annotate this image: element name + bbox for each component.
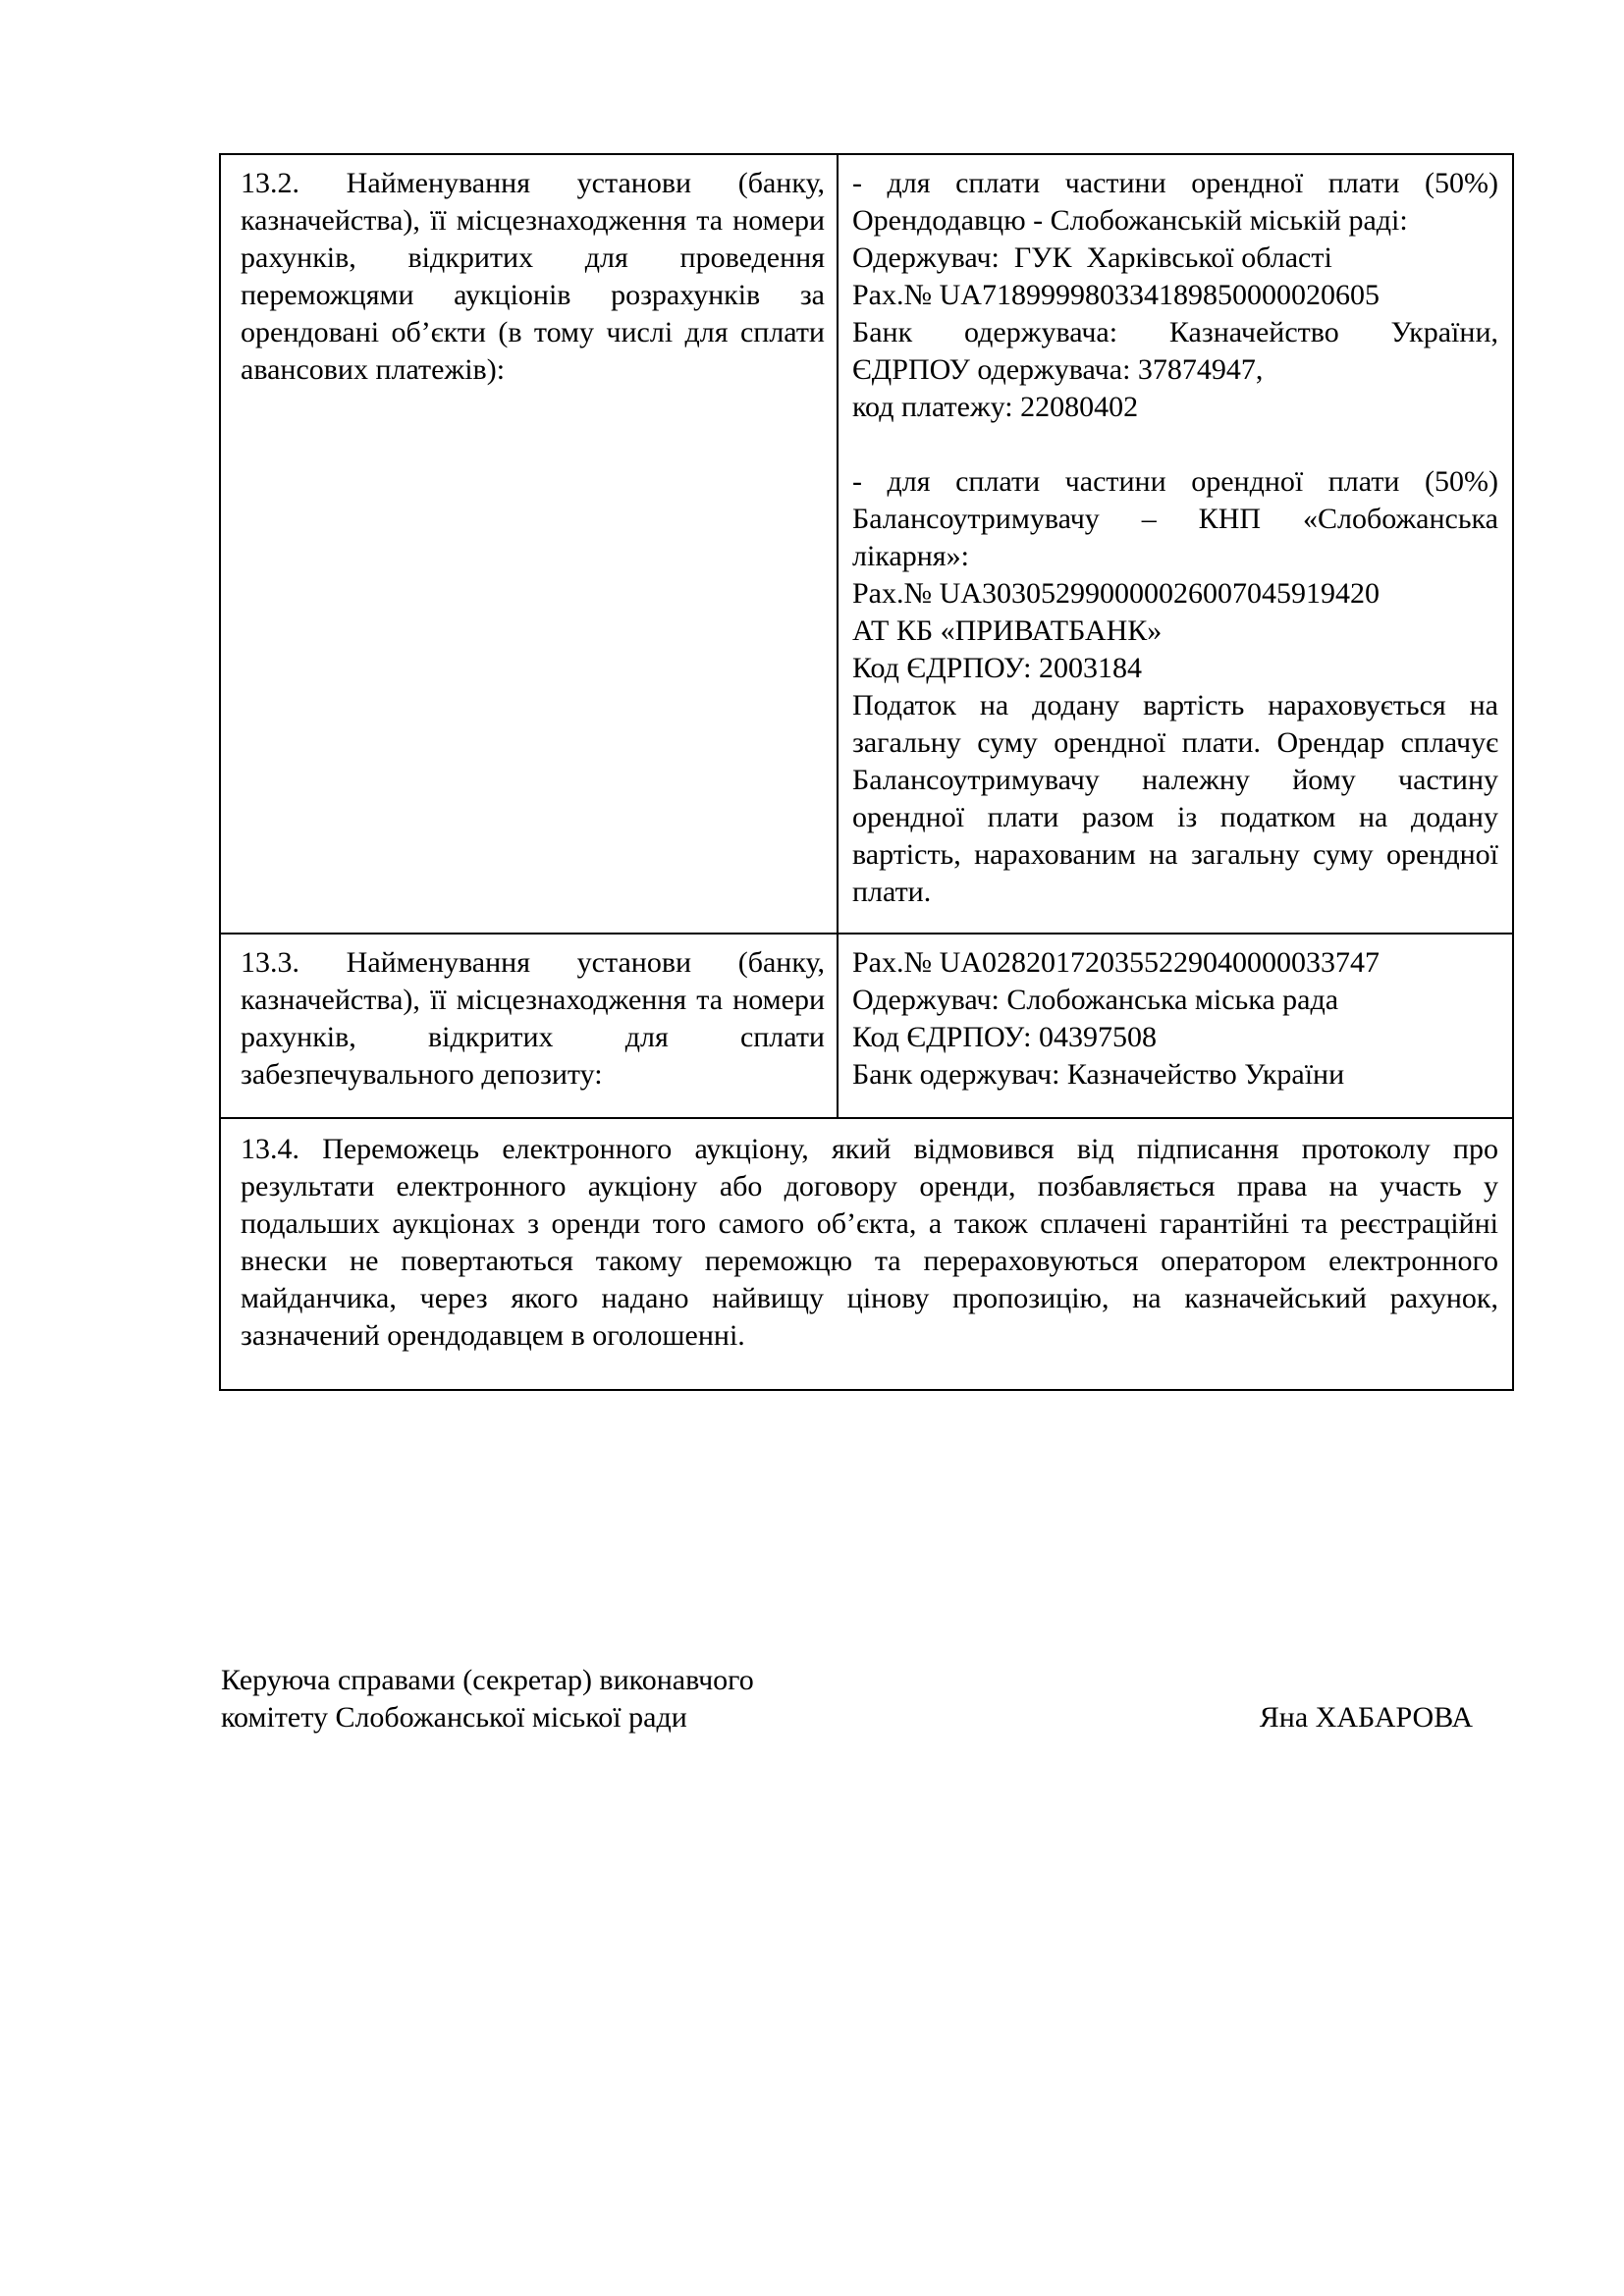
row-13-4-text: 13.4. Переможець електронного аукціону, який відмовився від підписання протоколу про результати електронного аукціону або договору оренди, позбавляється права на участь у подальших аукціонах з оренди того самого об’єкта, а також сплачені гарантійні та реєстраційні внески не повертаються такому переможцю та перераховуються оператором електронного майданчика, через якого надано найвищу цінову пропозицію, на казначейський рахунок, зазначений орендодавцем в оголошенні. xyxy=(241,1133,1498,1352)
signature-block xyxy=(221,1662,1473,1736)
signatory-title xyxy=(221,1662,754,1736)
signatory-title-line-2: комітету Слобожанської міської ради xyxy=(221,1701,687,1734)
signatory-title-line-1: Керуюча справами (секретар) виконавчого xyxy=(221,1664,754,1696)
lease-terms-table xyxy=(219,153,1514,1391)
signatory-name: Яна ХАБАРОВА xyxy=(1259,1701,1473,1734)
deposit-bank-text: Банк одержувач: Казначейство України xyxy=(852,1058,1345,1091)
table-row-13-2 xyxy=(220,154,1513,934)
deposit-edrpou-text: Код ЄДРПОУ: 04397508 xyxy=(852,1021,1157,1053)
row-13-4-cell xyxy=(220,1118,1513,1390)
lessor-account-number: Рах.№ UA718999980334189850000020605 xyxy=(852,279,1380,311)
balance-holder-account-number: Рах.№ UA303052990000026007045919420 xyxy=(852,577,1380,610)
lessor-bank-text: Банк одержувача: Казначейство України, xyxy=(852,316,1498,348)
lessor-intro-text: - для сплати частини орендної плати (50%) Орендодавцю - Слобожанській міській раді: xyxy=(852,167,1498,237)
deposit-account-number: Рах.№ UA028201720355229040000033747 xyxy=(852,946,1380,979)
row-13-3-label-text: 13.3. Найменування установи (банку, казначейства), її місцезнаходження та номери рахунків, відкритих для сплати забезпечувального депозиту: xyxy=(241,946,825,1091)
deposit-recipient-text: Одержувач: Слобожанська міська рада xyxy=(852,984,1339,1016)
table-row-13-3 xyxy=(220,934,1513,1118)
payment-block-lessor xyxy=(852,165,1498,426)
table-row-13-4 xyxy=(220,1118,1513,1390)
vat-note-text: Податок на додану вартість нараховується на загальну суму орендної плати. Орендар сплачує Балансоутримувачу належну йому частину орендної плати разом із податком на додану вартість, нарахованим на загальну суму орендної плати. xyxy=(852,689,1498,908)
row-13-3-label-cell xyxy=(220,934,838,1118)
lessor-recipient-text: Одержувач: ГУК Харківської області xyxy=(852,241,1332,274)
lessor-payment-code: код платежу: 22080402 xyxy=(852,391,1139,423)
row-13-3-value-cell xyxy=(838,934,1513,1118)
payment-block-balance-holder xyxy=(852,463,1498,911)
row-13-2-label-cell xyxy=(220,154,838,934)
balance-holder-edrpou-text: Код ЄДРПОУ: 2003184 xyxy=(852,652,1142,684)
lessor-edrpou-text: ЄДРПОУ одержувача: 37874947, xyxy=(852,353,1264,386)
row-13-2-label-text: 13.2. Найменування установи (банку, казначейства), її місцезнаходження та номери рахунків, відкритих для проведення переможцями аукціонів розрахунків за орендовані об’єкти (в тому числі для сплати авансових платежів): xyxy=(241,167,825,386)
row-13-2-value-cell xyxy=(838,154,1513,934)
balance-holder-intro-text: - для сплати частини орендної плати (50%) Балансоутримувачу – КНП «Слобожанська лікарня»: xyxy=(852,465,1498,572)
balance-holder-bank-text: АТ КБ «ПРИВАТБАНК» xyxy=(852,614,1163,647)
